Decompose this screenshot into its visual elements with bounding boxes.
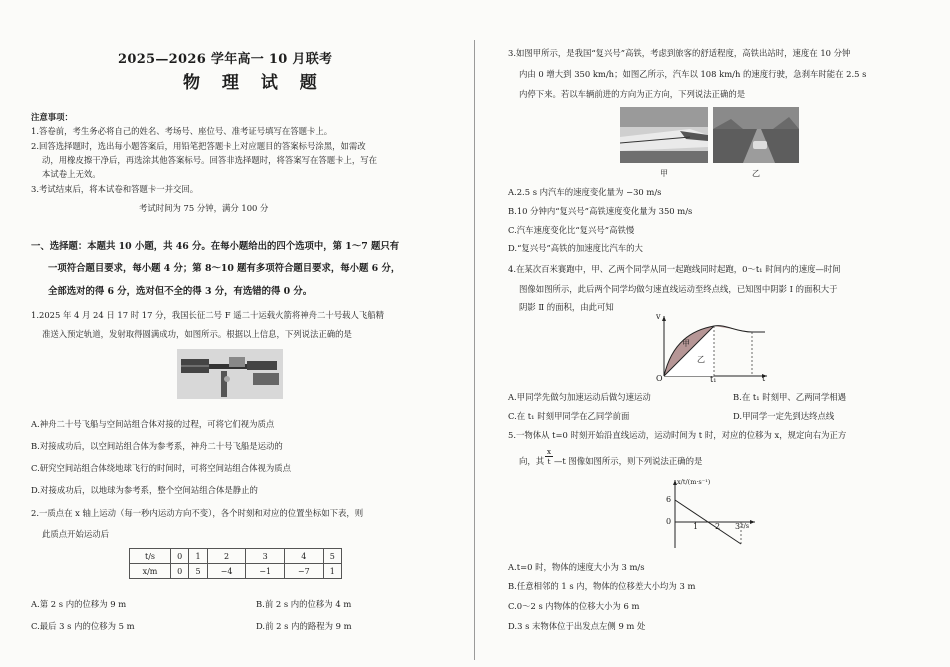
x-over-t-graph (657, 476, 757, 552)
q3-option-a: A.2.5 s 内汽车的速度变化量为 −30 m/s (508, 187, 662, 197)
table-cell: t/s (130, 549, 171, 564)
q3-stem: 内停下来。若以车辆前进的方向为正方向，下列说法正确的是 (519, 89, 746, 99)
note-line: 本试卷上无效。 (42, 169, 101, 179)
q2-option-a: A.第 2 s 内的位移为 9 m (31, 599, 127, 609)
table-cell: x/m (130, 564, 171, 579)
y-tick-0: 0 (666, 517, 672, 526)
q3-option-c: C.汽车速度变化比“复兴号”高铁慢 (508, 225, 635, 235)
high-speed-train-image (620, 107, 708, 163)
origin-label: O (656, 374, 663, 383)
fraction-x-over-t (545, 447, 553, 466)
table-cell: 1 (189, 549, 207, 564)
curve-label-yi: 乙 (697, 355, 705, 364)
curve-label-jia: 甲 (682, 339, 690, 348)
table-cell: 5 (323, 549, 341, 564)
table-cell: −4 (207, 564, 246, 579)
caption-yi: 乙 (752, 169, 760, 178)
q3-stem: 3.如图甲所示，是我国“复兴号”高铁，考虑到旅客的舒适程度，高铁出站时，速度在 10 分钟 (508, 48, 851, 58)
q2-option-c: C.最后 3 s 内的位移为 5 m (31, 621, 135, 631)
space-station-image (177, 349, 283, 399)
q1-option-b: B.对接成功后，以空间站组合体为参考系，神舟二十号飞船是运动的 (31, 441, 283, 451)
q5-option-a: A.t=0 时，物体的速度大小为 3 m/s (508, 562, 645, 572)
q5-stem: 5.一物体从 t=0 时刻开始沿直线运动，运动时间为 t 时，对应的位移为 x，规定向右为正方 (508, 430, 847, 440)
q4-stem: 阴影 Ⅱ 的面积，由此可知 (519, 302, 614, 312)
q3-option-b: B.10 分钟内“复兴号”高铁速度变化量为 350 m/s (508, 206, 693, 216)
q5-stem-pre: 向，其 (519, 456, 545, 466)
y-axis-label: x/t/(m·s⁻¹) (677, 478, 711, 486)
q4-option-d: D.甲同学一定先到达终点线 (733, 411, 835, 421)
q2-stem: 2.一质点在 x 轴上运动（每一秒内运动方向不变），各个时刻和对应的位置坐标如下表，则 (31, 508, 364, 518)
q4-stem: 4.在某次百米赛跑中，甲、乙两个同学从同一起跑线同时起跑，0～t₁ 时间内的速度—时间 (508, 264, 841, 274)
fraction-numerator: x (546, 447, 552, 456)
table-cell: 3 (246, 549, 285, 564)
q4-option-c: C.在 t₁ 时刻甲同学在乙同学前面 (508, 411, 630, 421)
q3-stem: 内由 0 增大到 350 km/h；如图乙所示，汽车以 108 km/h 的速度行驶，急刹车时能在 2.5 s (519, 69, 867, 79)
t-label: t (762, 374, 766, 383)
x-tick-3: 3 (735, 522, 741, 531)
x-tick-2: 2 (715, 522, 721, 531)
table-cell: 2 (207, 549, 246, 564)
q1-stem: 1.2025 年 4 月 24 日 17 时 17 分，我国长征二号 F 遥二十运载火箭将神舟二十号载人飞船精 (31, 310, 384, 320)
table-cell: 5 (189, 564, 207, 579)
table-cell: −7 (284, 564, 323, 579)
q5-stem-post: —t 图像如图所示，则下列说法正确的是 (554, 456, 703, 466)
q2-option-b: B.前 2 s 内的位移为 4 m (256, 599, 352, 609)
y-tick-6: 6 (666, 495, 672, 504)
section-heading: 一、选择题：本题共 10 小题，共 46 分。在每小题给出的四个选项中，第 1～7 题只有 (31, 241, 400, 252)
table-cell: 0 (171, 549, 189, 564)
q3-option-d: D.“复兴号”高铁的加速度比汽车的大 (508, 243, 643, 253)
exam-title: 2025—2026 学年高一 10 月联考 (118, 52, 333, 67)
column-divider (474, 40, 475, 660)
q1-option-a: A.神舟二十号飞船与空间站组合体对接的过程，可将它们视为质点 (31, 419, 275, 429)
table-row (130, 564, 342, 579)
v-label: v (656, 312, 661, 321)
velocity-time-graph (652, 312, 772, 384)
note-line: 3.考试结束后，将本试卷和答题卡一并交回。 (31, 184, 199, 194)
notes-heading: 注意事项： (31, 112, 73, 122)
q4-option-b: B.在 t₁ 时刻甲、乙两同学相遇 (733, 392, 846, 402)
q2-option-d: D.前 2 s 内的路程为 9 m (256, 621, 352, 631)
subject-title: 物 理 试 题 (183, 73, 325, 93)
caption-jia: 甲 (660, 169, 668, 178)
table-row (130, 549, 342, 564)
q1-stem: 准送入预定轨道，发射取得圆满成功，如图所示。根据以上信息，下列说法正确的是 (42, 329, 352, 339)
note-line: 动，用橡皮擦干净后，再选涂其他答案标号。回答非选择题时，将答案写在答题卡上，写在 (42, 155, 377, 165)
section-heading: 一项符合题目要求，每小题 4 分；第 8～10 题有多项符合题目要求，每小题 6 分， (48, 263, 401, 274)
time-score: 考试时间为 75 分钟，满分 100 分 (139, 203, 269, 213)
note-line: 2.回答选择题时，选出每小题答案后，用铅笔把答题卡上对应题目的答案标号涂黑，如需改 (31, 141, 366, 151)
table-cell: 0 (171, 564, 189, 579)
car-on-road-image (713, 107, 799, 163)
fraction-denominator: t (545, 456, 553, 466)
section-heading: 全部选对的得 6 分，选对但不全的得 3 分，有选错的得 0 分。 (48, 286, 313, 297)
q1-option-d: D.对接成功后，以地球为参考系，整个空间站组合体是静止的 (31, 485, 258, 495)
x-axis-label: t/s (741, 522, 750, 530)
t1-label: t₁ (710, 375, 717, 384)
table-cell: −1 (246, 564, 285, 579)
x-tick-1: 1 (693, 522, 699, 531)
position-table (129, 548, 342, 579)
table-cell: 4 (284, 549, 323, 564)
q5-option-c: C.0～2 s 内物体的位移大小为 6 m (508, 601, 640, 611)
note-line: 1.答卷前，考生务必将自己的姓名、考场号、座位号、准考证号填写在答题卡上。 (31, 126, 333, 136)
q4-stem: 图像如图所示，此后两个同学均做匀速直线运动至终点线，已知图中阴影 Ⅰ 的面积大于 (519, 284, 838, 294)
q5-option-d: D.3 s 末物体位于出发点左侧 9 m 处 (508, 621, 646, 631)
q1-option-c: C.研究空间站组合体绕地球飞行的时间时，可将空间站组合体视为质点 (31, 463, 292, 473)
table-cell: 1 (323, 564, 341, 579)
q5-option-b: B.任意相邻的 1 s 内，物体的位移差大小均为 3 m (508, 581, 696, 591)
q4-option-a: A.甲同学先做匀加速运动后做匀速运动 (508, 392, 651, 402)
q2-stem: 此质点开始运动后 (42, 529, 109, 539)
